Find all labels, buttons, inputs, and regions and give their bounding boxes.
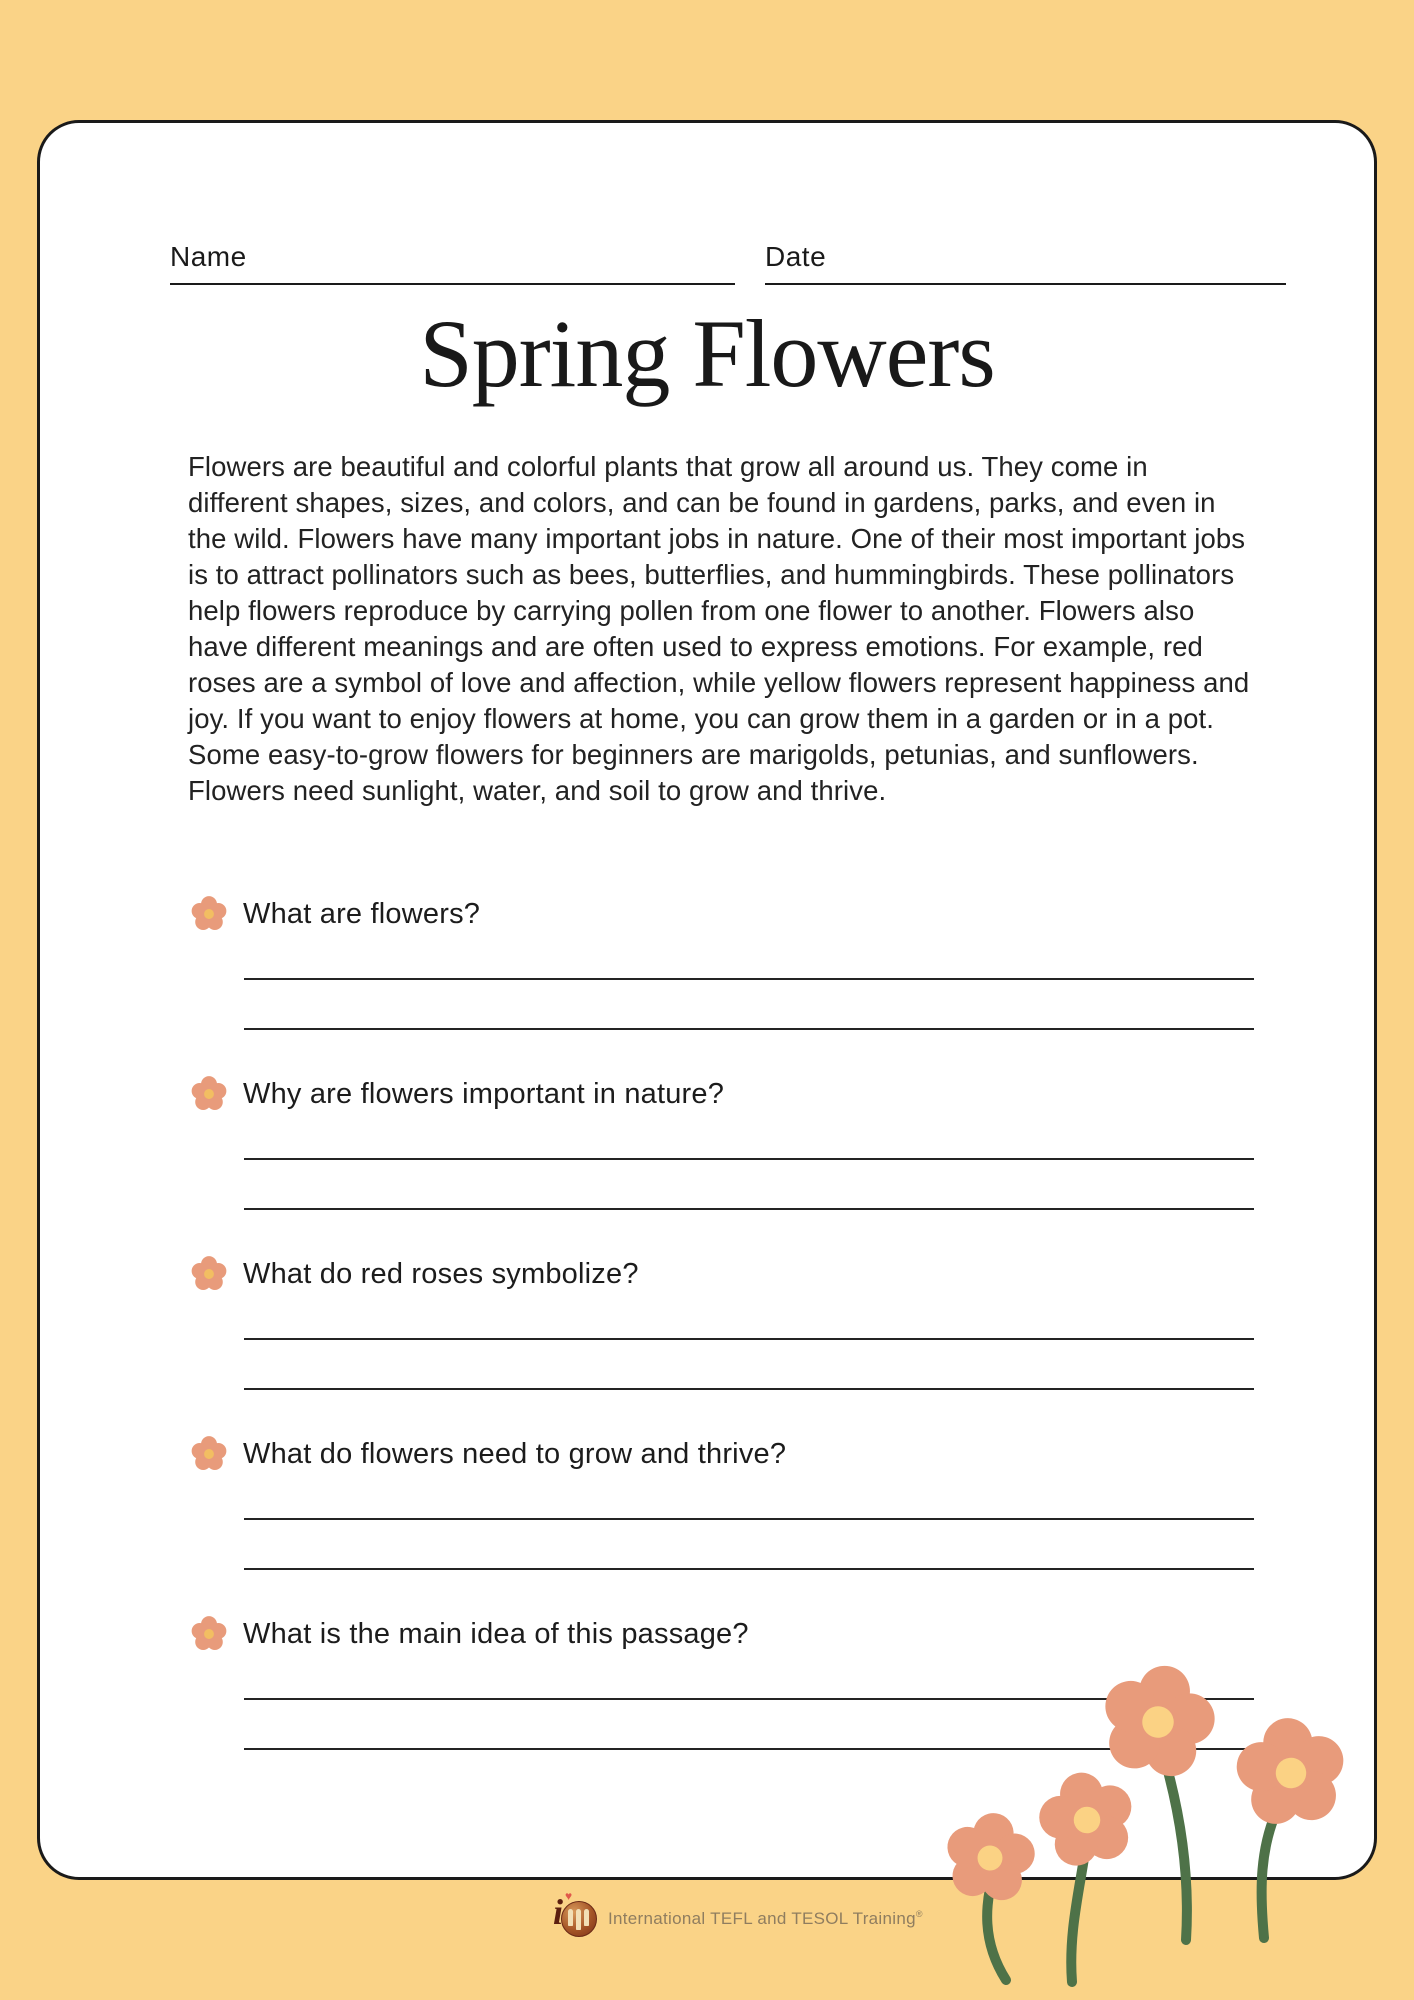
question-label: What is the main idea of this passage? <box>243 1617 749 1650</box>
flower-icon <box>1232 1713 1349 1828</box>
question-label: What do red roses symbolize? <box>243 1257 639 1290</box>
question-item <box>190 1611 749 1657</box>
question-label: What do flowers need to grow and thrive? <box>243 1437 787 1470</box>
registered-mark: ® <box>915 1909 923 1919</box>
worksheet-card <box>37 120 1377 1880</box>
flower-bullet-icon <box>190 1435 228 1473</box>
flower-icon <box>1031 1763 1141 1871</box>
question-item <box>190 1071 724 1117</box>
answer-line[interactable] <box>244 1208 1254 1210</box>
name-label: Name <box>170 241 247 272</box>
question-item <box>190 891 480 937</box>
brand-text: International TEFL and TESOL Training® <box>608 1909 923 1928</box>
ittt-logo-icon: i ♥ <box>553 1896 599 1942</box>
flower-bullet-icon <box>190 895 228 933</box>
answer-line[interactable] <box>244 978 1254 980</box>
flowers-decoration <box>900 1650 1414 2000</box>
flower-icon <box>1093 1655 1224 1783</box>
flower-bullet-icon <box>190 1615 228 1653</box>
passage-text: Flowers are beautiful and colorful plants that grow all around us. They come in different shapes, sizes, and colors, and can be found in gardens, parks, and even in the wild. Flowers have many important jobs in nature. One of their most important jobs is to attract pollinators such as bees, butterflies, and hummingbirds. These pollinators help flowers reproduce by carrying pollen from one flower to another. Flowers also have different meanings and are often used to express emotions. For example, red roses are a symbol of love and affection, while yellow flowers represent happiness and joy. If you want to enjoy flowers at home, you can grow them in a garden or in a pot. Some easy-to-grow flowers for beginners are marigolds, petunias, and sunflowers. Flowers need sunlight, water, and soil to grow and thrive. <box>188 451 1250 806</box>
answer-line[interactable] <box>244 1028 1254 1030</box>
question-item <box>190 1251 639 1297</box>
answer-line[interactable] <box>244 1518 1254 1520</box>
answer-line[interactable] <box>244 1158 1254 1160</box>
flower-bullet-icon <box>190 1075 228 1113</box>
question-label: Why are flowers important in nature? <box>243 1077 725 1110</box>
flower-bullet-icon <box>190 1255 228 1293</box>
question-label: What are flowers? <box>243 897 481 930</box>
brand-logo <box>553 1889 923 1942</box>
answer-line[interactable] <box>244 1568 1254 1570</box>
date-input-line[interactable] <box>765 283 1286 285</box>
date-label: Date <box>765 241 827 272</box>
flower-stems <box>987 1750 1282 1982</box>
name-input-line[interactable] <box>170 283 735 285</box>
answer-line[interactable] <box>244 1388 1254 1390</box>
answer-line[interactable] <box>244 1338 1254 1340</box>
question-item <box>190 1431 786 1477</box>
page-title: Spring Flowers <box>419 300 995 407</box>
flower-icon <box>941 1807 1040 1904</box>
